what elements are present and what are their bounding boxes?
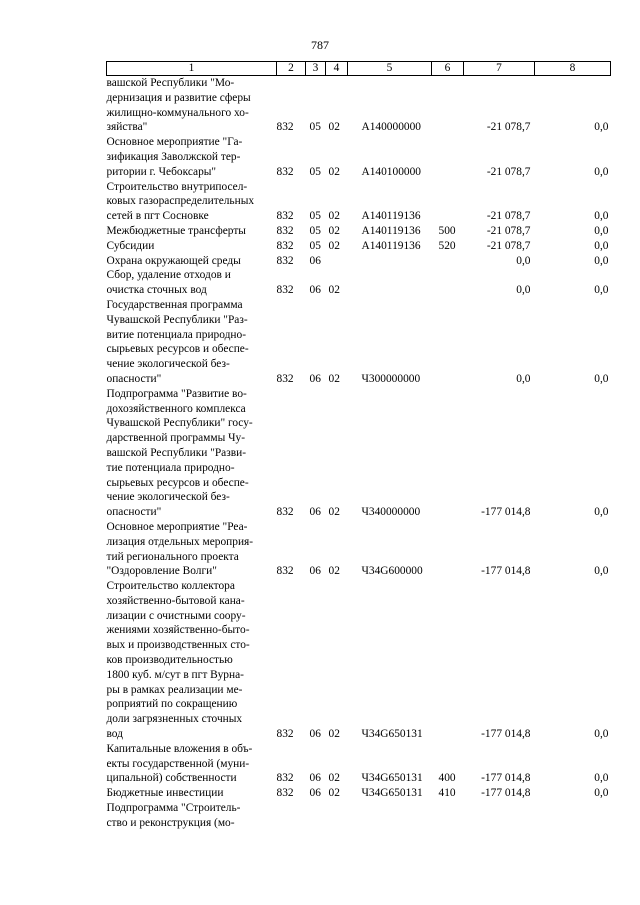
table-row xyxy=(107,786,611,801)
expense-type-code xyxy=(432,298,464,387)
table-header xyxy=(107,62,611,76)
column-header: 7 xyxy=(464,62,535,76)
row-name-line: Чувашской Республики "Раз- xyxy=(106,313,248,326)
percent-value: 0,0 xyxy=(594,284,609,297)
amount-value: 0,0 xyxy=(516,284,531,297)
row-name-line: Чувашской Республики" госу- xyxy=(106,417,253,430)
row-name-line: вых и производственных сто- xyxy=(106,639,250,652)
amount-value: -177 014,8 xyxy=(481,728,531,741)
percent-value: 0,0 xyxy=(594,254,609,267)
administrator-code: 832 xyxy=(276,284,294,297)
column-header: 8 xyxy=(535,62,611,76)
row-name-line: тий регионального проекта xyxy=(106,550,239,563)
subsection-code: 02 xyxy=(328,210,340,223)
row-name-line: дарственной программы Чу- xyxy=(106,432,245,445)
target-article-code: A140119136 xyxy=(361,210,421,223)
percent-value: 0,0 xyxy=(594,772,609,785)
administrator-code: 832 xyxy=(276,372,294,385)
table-row xyxy=(107,520,611,579)
row-name-line: хозяйственно-бытовой кана- xyxy=(106,594,245,607)
subsection-code: 02 xyxy=(328,787,340,800)
amount-value xyxy=(464,801,535,831)
table-row xyxy=(107,579,611,742)
amount-value: -177 014,8 xyxy=(481,772,531,785)
target-article-code xyxy=(348,268,432,298)
budget-table xyxy=(106,61,611,831)
percent-value: 0,0 xyxy=(594,787,609,800)
expense-type-code xyxy=(432,579,464,742)
row-name-line: Межбюджетные трансферты xyxy=(106,224,246,237)
row-name-line: вод xyxy=(106,728,123,741)
subsection-code xyxy=(326,254,348,269)
expense-type-code xyxy=(432,268,464,298)
section-code: 05 xyxy=(309,121,321,134)
target-article-code: Ч34G600000 xyxy=(361,565,423,578)
row-name-line: ковых газораспределительных xyxy=(106,195,255,208)
amount-value: -177 014,8 xyxy=(481,787,531,800)
administrator-code: 832 xyxy=(276,239,294,252)
section-code: 06 xyxy=(309,372,321,385)
section-code: 06 xyxy=(309,565,321,578)
row-name-line: опасности" xyxy=(106,506,162,519)
row-name-line: вашской Республики "Мо- xyxy=(106,77,235,89)
row-name-line: Сбор, удаление отходов и xyxy=(106,269,231,282)
administrator-code: 832 xyxy=(276,121,294,134)
amount-value: -21 078,7 xyxy=(486,210,531,223)
row-name-line: сырьевых ресурсов и обеспе- xyxy=(106,476,249,489)
row-name-line: витие потенциала природно- xyxy=(106,328,246,341)
administrator-code: 832 xyxy=(276,565,294,578)
row-name-line: Строительство внутрипосел- xyxy=(106,180,248,193)
row-name-line: зификация Заволжской тер- xyxy=(106,150,241,163)
row-name-line: сетей в пгт Сосновке xyxy=(106,210,209,223)
table-row xyxy=(107,742,611,786)
header-row xyxy=(107,62,611,76)
expense-type-code: 520 xyxy=(438,239,456,252)
row-name-line: Подпрограмма "Строитель- xyxy=(106,802,241,815)
page-number: 787 xyxy=(311,38,329,52)
row-name-line: очистка сточных вод xyxy=(106,284,207,297)
subsection-code: 02 xyxy=(328,772,340,785)
subsection-code: 02 xyxy=(328,728,340,741)
row-name-line: Государственная программа xyxy=(106,298,243,311)
administrator-code: 832 xyxy=(276,772,294,785)
amount-value: -177 014,8 xyxy=(481,565,531,578)
row-name-line: жилищно-коммунального хо- xyxy=(106,106,249,119)
row-name xyxy=(107,135,277,179)
section-code: 06 xyxy=(309,728,321,741)
row-name-line: ры в рамках реализации ме- xyxy=(106,683,243,696)
row-name-line: ство и реконструкция (мо- xyxy=(106,816,235,829)
percent-value xyxy=(535,801,611,831)
amount-value: -21 078,7 xyxy=(486,165,531,178)
target-article-code xyxy=(348,254,432,269)
section-code xyxy=(306,801,326,831)
subsection-code: 02 xyxy=(328,121,340,134)
subsection-code: 02 xyxy=(328,565,340,578)
target-article-code: Ч34G650131 xyxy=(361,787,423,800)
percent-value: 0,0 xyxy=(594,565,609,578)
row-name xyxy=(107,254,277,269)
subsection-code: 02 xyxy=(328,372,340,385)
section-code: 05 xyxy=(309,210,321,223)
administrator-code xyxy=(277,801,306,831)
target-article-code: Ч34G650131 xyxy=(361,772,423,785)
table-row xyxy=(107,76,611,136)
subsection-code: 02 xyxy=(328,506,340,519)
row-name-line: лизации с очистными соору- xyxy=(106,609,246,622)
row-name xyxy=(107,579,277,742)
row-name-line: Строительство коллектора xyxy=(106,580,235,593)
table-body xyxy=(107,76,611,831)
section-code: 06 xyxy=(309,772,321,785)
subsection-code: 02 xyxy=(328,239,340,252)
row-name-line: ков производительностью xyxy=(106,654,233,667)
table-row xyxy=(107,801,611,831)
row-name-line: ритории г. Чебоксары" xyxy=(106,165,217,178)
row-name-line: Капитальные вложения в объ- xyxy=(106,742,253,755)
column-header: 4 xyxy=(326,62,348,76)
administrator-code: 832 xyxy=(276,165,294,178)
administrator-code: 832 xyxy=(276,787,294,800)
row-name-line: Субсидии xyxy=(106,239,155,252)
section-code: 05 xyxy=(309,165,321,178)
section-code: 06 xyxy=(309,284,321,297)
section-code: 05 xyxy=(309,224,321,237)
percent-value: 0,0 xyxy=(594,728,609,741)
table-row xyxy=(107,254,611,269)
row-name-line: Охрана окружающей среды xyxy=(106,254,241,267)
amount-value: -177 014,8 xyxy=(481,506,531,519)
row-name-line: жениями хозяйственно-быто- xyxy=(106,624,250,637)
section-code: 06 xyxy=(309,506,321,519)
row-name xyxy=(107,298,277,387)
expense-type-code: 400 xyxy=(438,772,456,785)
amount-value: -21 078,7 xyxy=(486,224,531,237)
table-row xyxy=(107,224,611,239)
column-header: 1 xyxy=(107,62,277,76)
amount-value: -21 078,7 xyxy=(486,239,531,252)
row-name-line: лизация отдельных мероприя- xyxy=(106,535,254,548)
administrator-code: 832 xyxy=(276,210,294,223)
row-name-line: доли загрязненных сточных xyxy=(106,713,243,726)
row-name-line: "Оздоровление Волги" xyxy=(106,565,217,578)
expense-type-code xyxy=(432,801,464,831)
target-article-code: Ч340000000 xyxy=(361,506,421,519)
row-name-line: Основное мероприятие "Реа- xyxy=(106,520,248,533)
row-name-line: вашской Республики "Разви- xyxy=(106,446,247,459)
row-name-line: Основное мероприятие "Га- xyxy=(106,136,243,149)
target-article-code: A140100000 xyxy=(361,165,421,178)
row-name-line: сырьевых ресурсов и обеспе- xyxy=(106,343,249,356)
row-name-line: дохозяйственного комплекса xyxy=(106,402,246,415)
row-name-line: 1800 куб. м/сут в пгт Вурна- xyxy=(106,668,244,681)
target-article-code: Ч34G650131 xyxy=(361,728,423,741)
table-row xyxy=(107,298,611,387)
row-name xyxy=(107,76,277,136)
row-name xyxy=(107,786,277,801)
row-name-line: Подпрограмма "Развитие во- xyxy=(106,387,247,400)
row-name-line: чение экологической без- xyxy=(106,491,230,504)
column-header: 5 xyxy=(348,62,432,76)
amount-value: -21 078,7 xyxy=(486,121,531,134)
administrator-code: 832 xyxy=(276,506,294,519)
subsection-code: 02 xyxy=(328,165,340,178)
row-name-line: екты государственной (муни- xyxy=(106,757,250,770)
column-header: 6 xyxy=(432,62,464,76)
administrator-code: 832 xyxy=(276,224,294,237)
row-name xyxy=(107,180,277,224)
row-name-line: Бюджетные инвестиции xyxy=(106,787,224,800)
expense-type-code xyxy=(432,520,464,579)
row-name-line: опасности" xyxy=(106,372,162,385)
target-article-code: A140000000 xyxy=(361,121,421,134)
row-name-line: ципальной) собственности xyxy=(106,772,237,785)
row-name xyxy=(107,268,277,298)
row-name xyxy=(107,742,277,786)
percent-value: 0,0 xyxy=(594,165,609,178)
row-name-line: зяйства" xyxy=(106,121,148,134)
row-name xyxy=(107,801,277,831)
expense-type-code xyxy=(432,387,464,520)
expense-type-code xyxy=(432,135,464,179)
table-row xyxy=(107,268,611,298)
percent-value: 0,0 xyxy=(594,224,609,237)
subsection-code: 02 xyxy=(328,284,340,297)
expense-type-code: 410 xyxy=(438,787,456,800)
section-code: 06 xyxy=(309,787,321,800)
table-row xyxy=(107,239,611,254)
section-code: 06 xyxy=(309,254,321,267)
row-name xyxy=(107,224,277,239)
amount-value: 0,0 xyxy=(516,254,531,267)
percent-value: 0,0 xyxy=(594,372,609,385)
row-name-line: тие потенциала природно- xyxy=(106,461,235,474)
percent-value: 0,0 xyxy=(594,210,609,223)
target-article-code xyxy=(348,801,432,831)
expense-type-code xyxy=(432,254,464,269)
row-name-line: чение экологической без- xyxy=(106,358,230,371)
amount-value: 0,0 xyxy=(516,372,531,385)
administrator-code: 832 xyxy=(276,254,294,267)
percent-value: 0,0 xyxy=(594,239,609,252)
row-name xyxy=(107,239,277,254)
expense-type-code xyxy=(432,76,464,136)
percent-value: 0,0 xyxy=(594,506,609,519)
column-header: 3 xyxy=(306,62,326,76)
target-article-code: Ч300000000 xyxy=(361,372,421,385)
target-article-code: A140119136 xyxy=(361,239,421,252)
percent-value: 0,0 xyxy=(594,121,609,134)
administrator-code: 832 xyxy=(276,728,294,741)
table-row xyxy=(107,135,611,179)
subsection-code: 02 xyxy=(328,224,340,237)
row-name xyxy=(107,387,277,520)
section-code: 05 xyxy=(309,239,321,252)
table-row xyxy=(107,387,611,520)
subsection-code xyxy=(326,801,348,831)
row-name xyxy=(107,520,277,579)
target-article-code: A140119136 xyxy=(361,224,421,237)
row-name-line: роприятий по сокращению xyxy=(106,698,238,711)
row-name-line: дернизация и развитие сферы xyxy=(106,91,251,104)
table-row xyxy=(107,180,611,224)
expense-type-code: 500 xyxy=(438,224,456,237)
expense-type-code xyxy=(432,180,464,224)
column-header: 2 xyxy=(277,62,306,76)
